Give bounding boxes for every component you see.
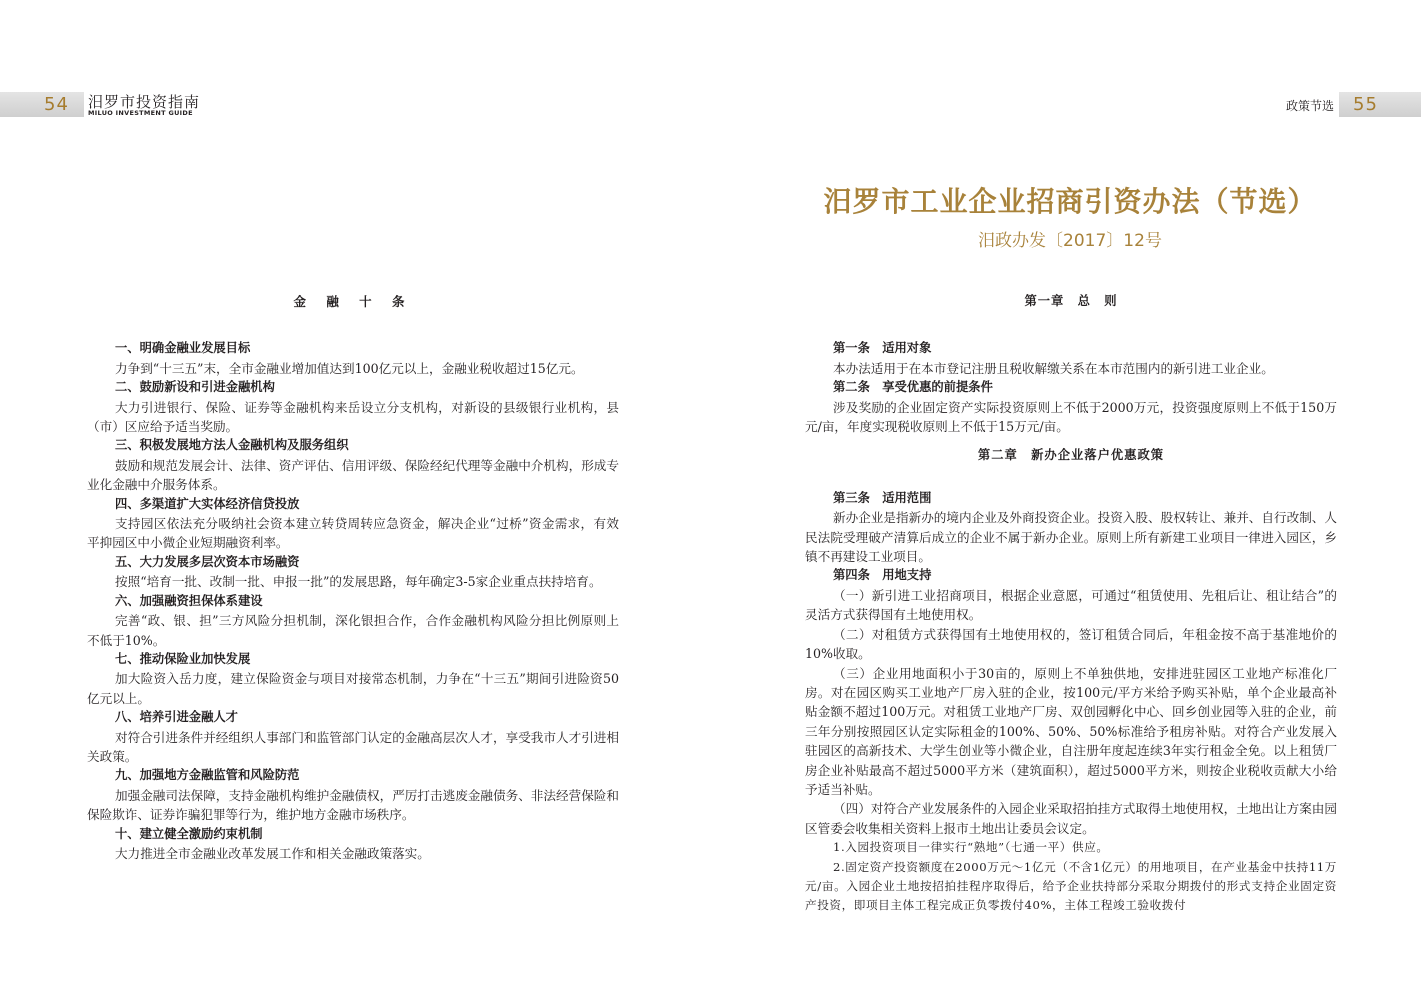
section-title: 二、鼓励新设和引进金融机构 [115,380,275,395]
article-4-item: 2.固定资产投资额度在2000万元～1亿元（不含1亿元）的用地项目，在产业基金中扶持11万元/亩。入园企业土地按招拍挂程序取得后，给予企业扶持部分采取分期拨付的形式支持企业固定资产投资，即项目主体工程完成正负零拨付40%，主体工程竣工验收拨付 [805,859,1337,913]
article-2-title: 第二条 享受优惠的前提条件 [833,380,993,395]
article-4-item: 1.入园投资项目一律实行“熟地”（七通一平）供应。 [833,840,1109,855]
section-title: 五、大力发展多层次资本市场融资 [115,554,300,569]
section-body: 对符合引进条件并经组织人事部门和监管部门认定的金融高层次人才，享受我市人才引进相关政策。 [87,729,619,764]
section-body: 大力推进全市金融业改革发展工作和相关金融政策落实。 [115,845,430,861]
left-sections [87,339,619,863]
chapter-1-heading: 第一章 总 则 [1024,294,1118,308]
guide-subtitle: MILUO INVESTMENT GUIDE [88,109,193,117]
section-title: 六、加强融资担保体系建设 [115,593,263,608]
left-heading: 金 融 十 条 [293,294,413,309]
right-page-number: 55 [1353,94,1378,115]
article-4-para: （四）对符合产业发展条件的入园企业采取招拍挂方式取得土地使用权，土地出让方案由园区管委会收集相关资料上报市土地出让委员会议定。 [805,801,1337,836]
left-page-number: 54 [44,94,69,115]
section-title: 十、建立健全激励约束机制 [115,826,263,841]
document-number: 汨政办发〔2017〕12号 [978,231,1162,251]
section-body: 大力引进银行、保险、证券等金融机构来岳设立分支机构，对新设的县级银行业机构，县（市）区应给予适当奖励。 [87,399,619,435]
section-title: 七、推动保险业加快发展 [115,651,251,666]
section-title: 九、加强地方金融监管和风险防范 [115,768,300,783]
section-title: 三、积极发展地方法人金融机构及服务组织 [115,438,349,453]
section-body: 加大险资入岳力度，建立保险资金与项目对接常态机制，力争在“十三五”期间引进险资50亿元以上。 [87,671,619,706]
chapter-2-heading: 第二章 新办企业落户优惠政策 [977,448,1165,463]
section-body: 加强金融司法保障，支持金融机构维护金融债权，严厉打击逃废金融债务、非法经营保险和保险欺诈、证券诈骗犯罪等行为，维护地方金融市场秩序。 [87,787,619,823]
section-body: 完善“政、银、担”三方风险分担机制，深化银担合作，合作金融机构风险分担比例原则上不低于10%。 [87,613,619,648]
section-body: 鼓励和规范发展会计、法律、资产评估、信用评级、保险经纪代理等金融中介机构，形成专业化金融中介服务体系。 [87,457,619,493]
article-4-para: （二）对租赁方式获得国有土地使用权的，签订租赁合同后，年租金按不高于基准地价的10%收取。 [805,626,1337,662]
left-column [87,292,619,863]
article-3-body: 新办企业是指新办的境内企业及外商投资企业。投资入股、股权转让、兼并、自行改制、人民法院受理破产清算后成立的企业不属于新办企业。原则上所有新建工业项目一律进入园区，乡镇不再建设工业项目。 [805,510,1337,565]
guide-title: 汨罗市投资指南 [88,93,201,111]
section-title: 一、明确金融业发展目标 [115,341,251,356]
left-header-band [0,92,84,117]
article-1-body: 本办法适用于在本市登记注册且税收解缴关系在本市范围内的新引进工业企业。 [833,360,1274,376]
right-column [805,292,1337,916]
article-4-title: 第四条 用地支持 [833,568,932,583]
article-4-para: （三）企业用地面积小于30亩的，原则上不单独供地，安排进驻园区工业地产标准化厂房。对在园区购买工业地产厂房入驻的企业，按100元/平方米给予购买补贴，单个企业最高补贴金额不超过100万元。对租赁工业地产厂房、双创园孵化中心、回乡创业园等入驻的企业，前三年分别按照园区认定实际租金的100%、50%、50%标准给予租房补贴。对符合产业发展入驻园区的高新技术、大学生创业等小微企业，自注册年度起连续3年实行租金全免。以上租赁厂房企业补贴最高不超过5000平方米（建筑面积），超过5000平方米，则按企业税收贡献大小给予适当补贴。 [805,665,1337,797]
section-label: 政策节选 [1285,99,1334,113]
article-4-para: （一）新引进工业招商项目，根据企业意愿，可通过“租赁使用、先租后让、租让结合”的灵活方式获得国有土地使用权。 [805,587,1337,623]
article-2-body: 涉及奖励的企业固定资产实际投资原则上不低于2000万元，投资强度原则上不低于150万元/亩，年度实现税收原则上不低于15万元/亩。 [805,399,1337,435]
article-1-title: 第一条 适用对象 [833,341,932,356]
section-body: 支持园区依法充分吸纳社会资本建立转贷周转应急资金，解决企业“过桥”资金需求，有效平抑园区中小微企业短期融资利率。 [87,516,619,551]
document-title: 汨罗市工业企业招商引资办法（节选） [823,185,1317,218]
section-title: 八、培养引进金融人才 [115,710,238,725]
article-3-title: 第三条 适用范围 [833,490,932,505]
section-body: 按照“培育一批、改制一批、申报一批”的发展思路，每年确定3-5家企业重点扶持培育。 [115,574,602,590]
right-header-band [1339,92,1421,117]
section-body: 力争到“十三五”末，全市金融业增加值达到100亿元以上，金融业税收超过15亿元。 [115,360,584,376]
section-title: 四、多渠道扩大实体经济信贷投放 [115,496,300,511]
